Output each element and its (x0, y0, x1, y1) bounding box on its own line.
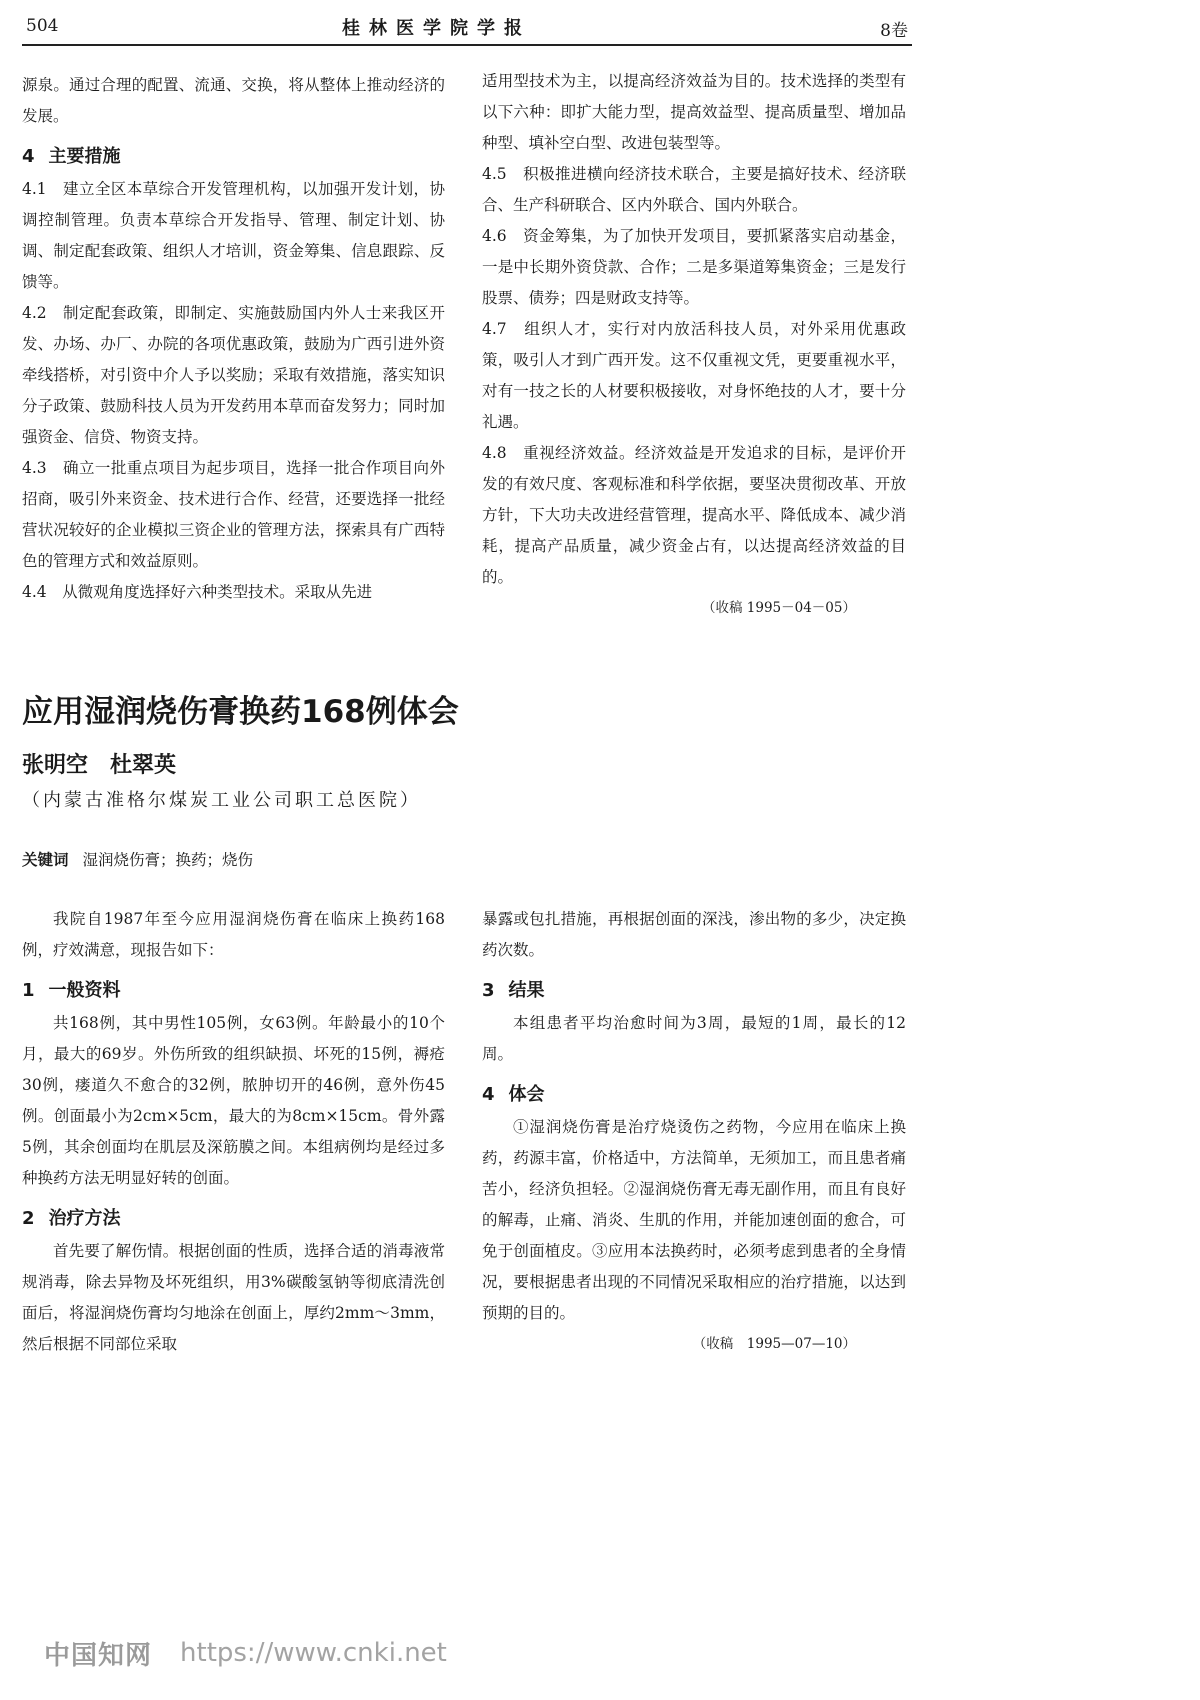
section-number: 1 (22, 980, 35, 1001)
paragraph-4-2: 4.2 制定配套政策，即制定、实施鼓励国内外人士来我区开发、办场、办厂、办院的各项优惠政策，鼓励为广西引进外资牵线搭桥，对引资中介人予以奖励；采取有效措施，落实知识分子政策、鼓励科技人员为开发药用本草而奋发努力；同时加强资金、信贷、物资支持。 (22, 304, 445, 446)
section-number: 2 (22, 1208, 35, 1229)
page-number: 504 (26, 16, 59, 36)
section-2-text-cont: 暴露或包扎措施，再根据创面的深浅，渗出物的多少，决定换药次数。 (482, 910, 906, 959)
paragraph-4-8: 4.8 重视经济效益。经济效益是开发追求的目标，是评价开发的有效尺度、客观标准和科学依据，要坚决贯彻改革、开放方针，下大功夫改进经营管理，提高水平、降低成本、减少消耗，提高产品质量，减少资金占有，以达提高经济效益的目的。 (482, 444, 906, 586)
paragraph: 源泉。通过合理的配置、流通、交换，将从整体上推动经济的发展。 (22, 76, 445, 125)
section-heading-4 (22, 140, 445, 174)
paragraph-4-7: 4.7 组织人才，实行对内放活科技人员，对外采用优惠政策，吸引人才到广西开发。这不仅重视文凭，更要重视水平，对有一技之长的人材要积极接收，对身怀绝技的人才，要十分礼遇。 (482, 320, 906, 431)
paragraph-4-4: 4.4 从微观角度选择好六种类型技术。采取从先进 (22, 583, 373, 601)
section-title: 主要措施 (48, 146, 121, 167)
section-heading-2 (22, 1202, 445, 1236)
paragraph-4-3: 4.3 确立一批重点项目为起步项目，选择一批合作项目向外招商，吸引外来资金、技术进行合作、经营，还要选择一批经营状况较好的企业模拟三资企业的管理方法，探索具有广西特色的管理方式和效益原则。 (22, 459, 445, 570)
section-4-text: ①湿润烧伤膏是治疗烧烫伤之药物，今应用在临床上换药，药源丰富，价格适中，方法简单，无须加工，而且患者痛苦小，经济负担轻。②湿润烧伤膏无毒无副作用，而且有良好的解毒，止痛、消炎、生肌的作用，并能加速创面的愈合，可免于创面植皮。③应用本法换药时，必须考虑到患者的全身情况，要根据患者出现的不同情况采取相应的治疗措施，以达到预期的目的。 (482, 1118, 906, 1322)
authors: 张明空 杜翠英 (22, 753, 177, 778)
keywords (22, 848, 253, 870)
section-title: 结果 (508, 980, 545, 1001)
section-title: 一般资料 (48, 980, 121, 1001)
section-title: 治疗方法 (48, 1208, 121, 1229)
paragraph-4-1: 4.1 建立全区本草综合开发管理机构，以加强开发计划，协调控制管理。负责本草综合开发指导、管理、制定计划、协调、制定配套政策、组织人才培训，资金筹集、信息跟踪、反馈等。 (22, 180, 445, 291)
section-number: 4 (482, 1084, 495, 1105)
keywords-label: 关键词 (22, 851, 69, 869)
received-date: （收稿 1995－04－05） (701, 600, 856, 616)
received-date: （收稿 1995—07—10） (692, 1336, 856, 1352)
volume-label: 8卷 (880, 21, 908, 41)
article-right-column (482, 904, 906, 1360)
prev-article-right-column (482, 66, 906, 624)
prev-article-left-column (22, 70, 445, 608)
running-header (22, 14, 912, 46)
cnki-url: https://www.cnki.net (180, 1638, 447, 1668)
keywords-text: 湿润烧伤膏；换药；烧伤 (82, 851, 254, 869)
section-number: 3 (482, 980, 495, 1001)
paragraph-4-6: 4.6 资金筹集，为了加快开发项目，要抓紧落实启动基金，一是中长期外资贷款、合作；二是多渠道筹集资金；三是发行股票、债券；四是财政支持等。 (482, 227, 906, 307)
intro-paragraph: 我院自1987年至今应用湿润烧伤膏在临床上换药168例，疗效满意，现报告如下： (22, 910, 445, 959)
article-left-column (22, 904, 445, 1360)
section-title: 体会 (508, 1084, 545, 1105)
affiliation: （内蒙古准格尔煤炭工业公司职工总医院） (22, 790, 421, 811)
section-number: 4 (22, 146, 35, 167)
section-heading-1 (22, 974, 445, 1008)
paragraph-4-5: 4.5 积极推进横向经济技术联合，主要是搞好技术、经济联合、生产科研联合、区内外联合、国内外联合。 (482, 165, 906, 214)
cnki-watermark (44, 1636, 447, 1670)
section-heading-3 (482, 974, 906, 1008)
section-2-text: 首先要了解伤情。根据创面的性质，选择合适的消毒液常规消毒，除去异物及坏死组织，用3%碳酸氢钠等彻底清洗创面后，将湿润烧伤膏均匀地涂在创面上，厚约2mm～3mm，然后根据不同部位采取 (22, 1242, 445, 1353)
section-3-text: 本组患者平均治愈时间为3周，最短的1周，最长的12周。 (482, 1014, 906, 1063)
paragraph-4-4-cont: 适用型技术为主，以提高经济效益为目的。技术选择的类型有以下六种：即扩大能力型，提高效益型、提高质量型、增加品种型、填补空白型、改进包装型等。 (482, 72, 906, 152)
section-1-text: 共168例，其中男性105例，女63例。年龄最小的10个月，最大的69岁。外伤所致的组织缺损、坏死的15例，褥疮30例，瘘道久不愈合的32例，脓肿切开的46例，意外伤45例。创面最小为2cm×5cm，最大的为8cm×15cm。骨外露5例，其余创面均在肌层及深筋膜之间。本组病例均是经过多种换药方法无明显好转的创面。 (22, 1014, 445, 1187)
cnki-logo: 中国知网 (44, 1640, 153, 1671)
journal-name: 桂林医学院学报 (342, 18, 531, 39)
article-title: 应用湿润烧伤膏换药168例体会 (22, 694, 459, 730)
section-heading-4 (482, 1078, 906, 1112)
